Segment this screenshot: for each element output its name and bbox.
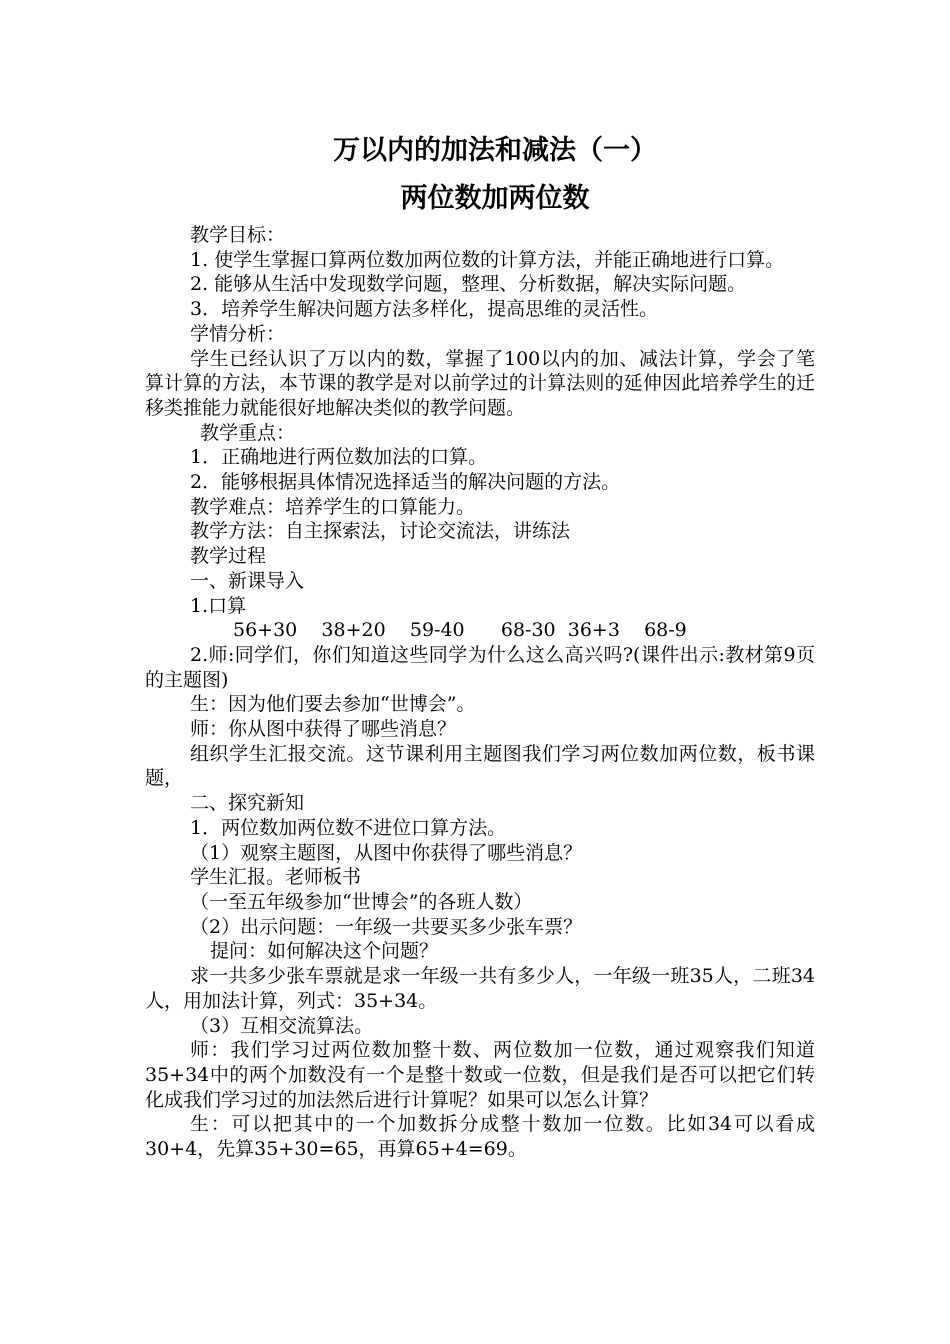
paragraph: 学生已经认识了万以内的数，掌握了100以内的加、减法计算，学会了笔算计算的方法，本节课的教学是对以前学过的计算法则的延伸因此培养学生的迁移类推能力就能很好地解决类似的教学问题。 bbox=[145, 347, 815, 419]
paragraph: 1．正确地进行两位数加法的口算。 bbox=[190, 446, 488, 469]
paragraph: 2．能够根据具体情况选择适当的解决问题的方法。 bbox=[190, 471, 621, 494]
paragraph: （3）互相交流算法。 bbox=[190, 1014, 374, 1037]
document-subtitle: 两位数加两位数 bbox=[400, 183, 590, 214]
document-body bbox=[145, 223, 815, 1162]
paragraph: 学生汇报。老师板书 bbox=[190, 866, 362, 889]
paragraph: 教学难点：培养学生的口算能力。 bbox=[190, 495, 476, 518]
oral-calc-line: 56+30 38+20 59-40 68-30 36+3 68-9 bbox=[233, 619, 687, 642]
document-title: 万以内的加法和减法（一） bbox=[333, 135, 657, 166]
paragraph: 3．培养学生解决问题方法多样化，提高思维的灵活性。 bbox=[190, 298, 659, 321]
paragraph: 1.口算 bbox=[190, 594, 247, 617]
paragraph: 师：我们学习过两位数加整十数、两位数加一位数，通过观察我们知道35+34中的两个加数没有一个是整十数或一位数，但是我们是否可以把它们转化成我们学习过的加法然后进行计算呢？如果可以怎么计算？ bbox=[145, 1039, 815, 1111]
paragraph: 生：因为他们要去参加“世博会”。 bbox=[190, 693, 476, 716]
paragraph: （1）观察主题图，从图中你获得了哪些消息？ bbox=[190, 841, 583, 864]
paragraph: 1. 使学生掌握口算两位数加两位数的计算方法，并能正确地进行口算。 bbox=[190, 248, 785, 271]
paragraph: 教学重点： bbox=[200, 421, 296, 444]
paragraph: 教学过程 bbox=[190, 545, 267, 568]
paragraph: 教学方法：自主探索法，讨论交流法，讲练法 bbox=[190, 520, 571, 543]
paragraph: 组织学生汇报交流。这节课利用主题图我们学习两位数加两位数，板书课题， bbox=[145, 742, 815, 790]
paragraph: （一至五年级参加“世博会”的各班人数） bbox=[190, 890, 533, 913]
paragraph: 求一共多少张车票就是求一年级一共有多少人，一年级一班35人，二班34人，用加法计算，列式：35+34。 bbox=[145, 965, 815, 1012]
paragraph: 生：可以把其中的一个加数拆分成整十数加一位数。比如34可以看成30+4，先算35+30=65，再算65+4=69。 bbox=[145, 1113, 815, 1161]
paragraph: 师：你从图中获得了哪些消息？ bbox=[190, 718, 457, 741]
paragraph: 教学目标： bbox=[190, 224, 286, 246]
paragraph: 提问：如何解决这个问题？ bbox=[210, 940, 439, 963]
paragraph: 2.师:同学们，你们知道这些同学为什么这么高兴吗?(课件出示:教材第9页的主题图) bbox=[145, 643, 815, 691]
paragraph: 学情分析： bbox=[190, 322, 286, 345]
paragraph: （2）出示问题：一年级一共要买多少张车票？ bbox=[190, 915, 583, 938]
paragraph: 2. 能够从生活中发现数学问题，整理、分析数据，解决实际问题。 bbox=[190, 273, 747, 296]
paragraph: 1．两位数加两位数不进位口算方法。 bbox=[190, 816, 507, 839]
paragraph: 一、新课导入 bbox=[190, 569, 305, 592]
paragraph: 二、探究新知 bbox=[190, 792, 305, 815]
